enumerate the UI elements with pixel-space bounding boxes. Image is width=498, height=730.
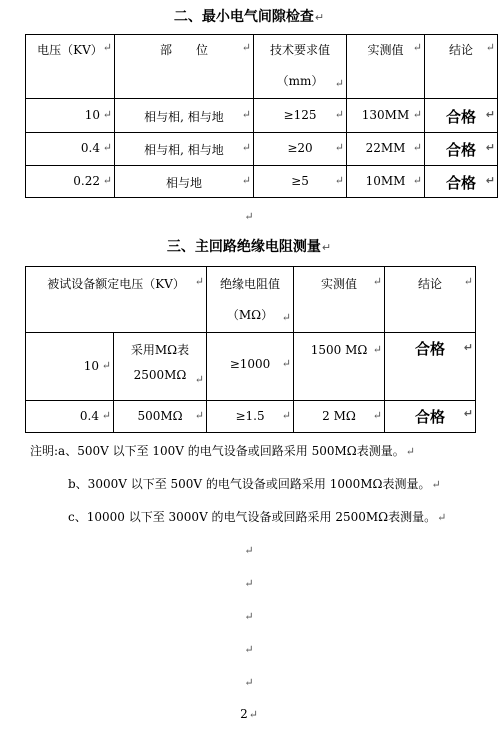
page-number: 2↵ [240, 707, 258, 721]
cell-conclusion: 合格 ↵ [385, 401, 476, 433]
cell-part: 相与地 ↵ [115, 166, 254, 198]
cell-voltage: 10 ↵ [26, 99, 115, 133]
table-header-row [26, 35, 498, 99]
cell-measured: 1500 MΩ ↵ [294, 333, 385, 401]
table-row [26, 99, 498, 133]
note-c: c、10000 以下至 3000V 的电气设备或回路采用 2500MΩ表测量。↵ [68, 510, 447, 524]
paragraph-mark: ↵ [244, 610, 254, 623]
cell-resistance: ≥1.5 ↵ [207, 401, 294, 433]
table-header-row [26, 267, 476, 333]
paragraph-mark: ↵ [244, 577, 254, 590]
header-conclusion: 结论 ↵ [425, 35, 498, 99]
cell-voltage: 0.4 ↵ [26, 133, 115, 166]
header-voltage: 电压（KV） ↵ [26, 35, 115, 99]
cell-resistance: ≥1000 ↵ [207, 333, 294, 401]
table-row [26, 166, 498, 198]
table-row [26, 333, 476, 401]
section2-title: 二、最小电气间隙检查↵ [173, 9, 325, 25]
cell-requirement: ≥125 ↵ [254, 99, 347, 133]
section3-title: 三、主回路绝缘电阻测量↵ [166, 239, 332, 255]
cell-conclusion: 合格 ↵ [385, 333, 476, 401]
note-b: b、3000V 以下至 500V 的电气设备或回路采用 1000MΩ表测量。↵ [68, 477, 441, 491]
note-a: 注明:a、500V 以下至 100V 的电气设备或回路采用 500MΩ表测量。↵ [30, 444, 415, 458]
cell-measured: 2 MΩ ↵ [294, 401, 385, 433]
cell-measured: 10MM ↵ [347, 166, 425, 198]
paragraph-mark: ↵ [244, 544, 254, 557]
cell-meter: 500MΩ ↵ [114, 401, 207, 433]
cell-voltage: 0.22 ↵ [26, 166, 115, 198]
header-requirement: 技术要求值 （mm） ↵ [254, 35, 347, 99]
cell-part: 相与相, 相与地 ↵ [115, 99, 254, 133]
cell-requirement: ≥5 ↵ [254, 166, 347, 198]
paragraph-mark: ↵ [244, 676, 254, 689]
insulation-table [25, 266, 476, 433]
header-resistance: 绝缘电阻值 （MΩ） ↵ [207, 267, 294, 333]
paragraph-mark: ↵ [244, 643, 254, 656]
cell-conclusion: 合格 ↵ [425, 99, 498, 133]
header-part: 部 位 ↵ [115, 35, 254, 99]
table-row [26, 401, 476, 433]
table-row [26, 133, 498, 166]
cell-conclusion: 合格 ↵ [425, 166, 498, 198]
header-measured: 实测值 ↵ [294, 267, 385, 333]
header-rated-voltage: 被试设备额定电压（KV） ↵ [26, 267, 207, 333]
cell-meter: 采用MΩ表 2500MΩ ↵ [114, 333, 207, 401]
clearance-table [25, 34, 498, 198]
cell-voltage: 10 ↵ [26, 333, 114, 401]
paragraph-mark: ↵ [244, 210, 254, 223]
cell-measured: 22MM ↵ [347, 133, 425, 166]
cell-conclusion: 合格 ↵ [425, 133, 498, 166]
cell-requirement: ≥20 ↵ [254, 133, 347, 166]
cell-voltage: 0.4 ↵ [26, 401, 114, 433]
cell-measured: 130MM ↵ [347, 99, 425, 133]
header-measured: 实测值 ↵ [347, 35, 425, 99]
cell-part: 相与相, 相与地 ↵ [115, 133, 254, 166]
header-conclusion: 结论 ↵ [385, 267, 476, 333]
